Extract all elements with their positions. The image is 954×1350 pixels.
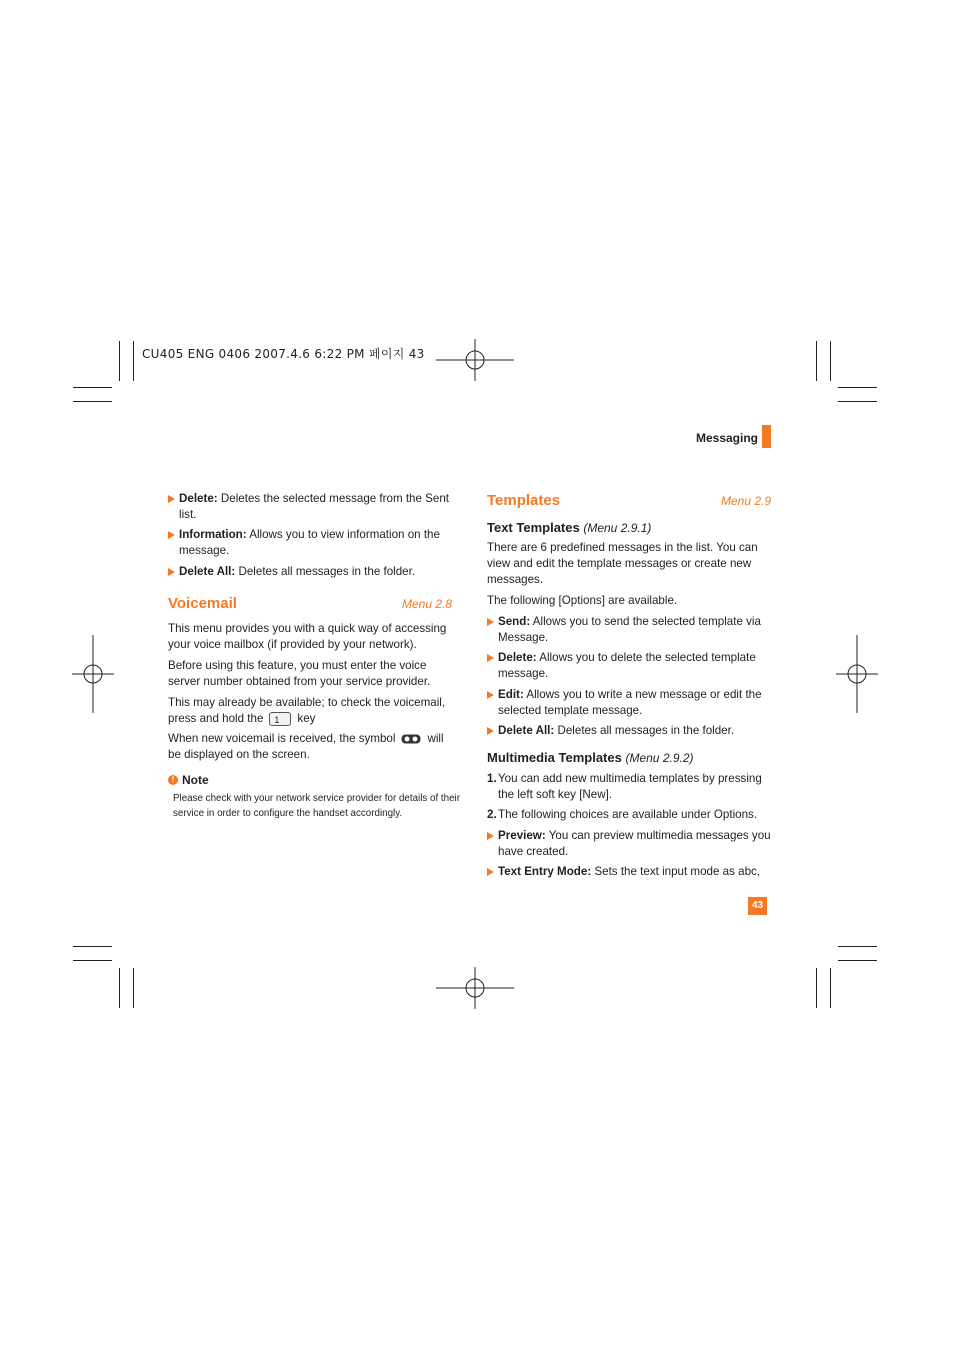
registration-mark-top xyxy=(436,321,514,399)
bullet-arrow-icon xyxy=(487,618,494,626)
bullet-delete: Delete: Deletes the selected message from the Sent list. xyxy=(168,491,464,523)
note-title: Note xyxy=(182,773,209,787)
page-number: 43 xyxy=(748,897,767,915)
multimedia-templates-title: Multimedia Templates (Menu 2.9.2) xyxy=(487,750,694,765)
bullet-preview: Preview: You can preview multimedia messages you have created. xyxy=(487,828,780,860)
templates-menu-ref: Menu 2.9 xyxy=(721,494,772,508)
voicemail-paragraph-3: This may already be available; to check the voicemail, press and hold the1 key xyxy=(168,695,453,727)
bullet-arrow-icon xyxy=(168,495,175,503)
registration-mark-right xyxy=(818,635,896,713)
step-1: 1. You can add new multimedia templates by pressing the left soft key [New]. xyxy=(487,772,762,802)
bullet-text-entry-mode: Text Entry Mode: Sets the text input mode as abc, xyxy=(487,864,780,880)
bullet-arrow-icon xyxy=(487,654,494,662)
bullet-delete: Delete: Allows you to delete the selected template message. xyxy=(487,650,780,682)
bullet-edit: Edit: Allows you to write a new message or edit the selected template message. xyxy=(487,687,780,719)
text-templates-title: Text Templates (Menu 2.9.1) xyxy=(487,520,652,535)
bullet-arrow-icon xyxy=(487,727,494,735)
bullet-information: Information: Allows you to view information on the message. xyxy=(168,527,464,559)
step-2: 2. The following choices are available under Options. xyxy=(487,808,758,821)
bullet-arrow-icon xyxy=(168,568,175,576)
registration-mark-left xyxy=(54,635,132,713)
registration-mark-bottom xyxy=(436,949,514,1027)
bullet-delete-all: Delete All: Deletes all messages in the folder. xyxy=(168,564,464,580)
voicemail-paragraph-4: When new voicemail is received, the symbol will be displayed on the screen. xyxy=(168,732,444,762)
key-1-icon xyxy=(269,712,291,726)
text-templates-paragraph-1: There are 6 predefined messages in the list. You can view and edit the template messages or create new messages. xyxy=(487,541,758,587)
bullet-send: Send: Allows you to send the selected template via Message. xyxy=(487,614,780,646)
bullet-arrow-icon xyxy=(487,832,494,840)
note-text: Please check with your network service provider for details of their service in order to configure the handset accordingly. xyxy=(173,793,460,819)
voicemail-title: Voicemail xyxy=(168,595,237,612)
bullet-delete-all: Delete All: Deletes all messages in the folder. xyxy=(487,723,780,739)
templates-title: Templates xyxy=(487,492,561,509)
bullet-arrow-icon xyxy=(487,868,494,876)
bullet-arrow-icon xyxy=(487,691,494,699)
bullet-arrow-icon xyxy=(168,531,175,539)
print-slug: CU405 ENG 0406 2007.4.6 6:22 PM 페이지 43 xyxy=(142,347,425,361)
running-header-section: Messaging xyxy=(695,431,758,445)
header-tab xyxy=(762,425,771,448)
text-templates-paragraph-2: The following [Options] are available. xyxy=(487,594,678,607)
note-icon: ! xyxy=(168,775,178,785)
voicemail-menu-ref: Menu 2.8 xyxy=(402,597,453,611)
voicemail-paragraph-2: Before using this feature, you must enter the voice server number obtained from your service provider. xyxy=(168,659,431,689)
voicemail-paragraph-1: This menu provides you with a quick way of accessing your voice mailbox (if provided by your network). xyxy=(168,622,447,652)
voicemail-icon xyxy=(401,734,421,744)
